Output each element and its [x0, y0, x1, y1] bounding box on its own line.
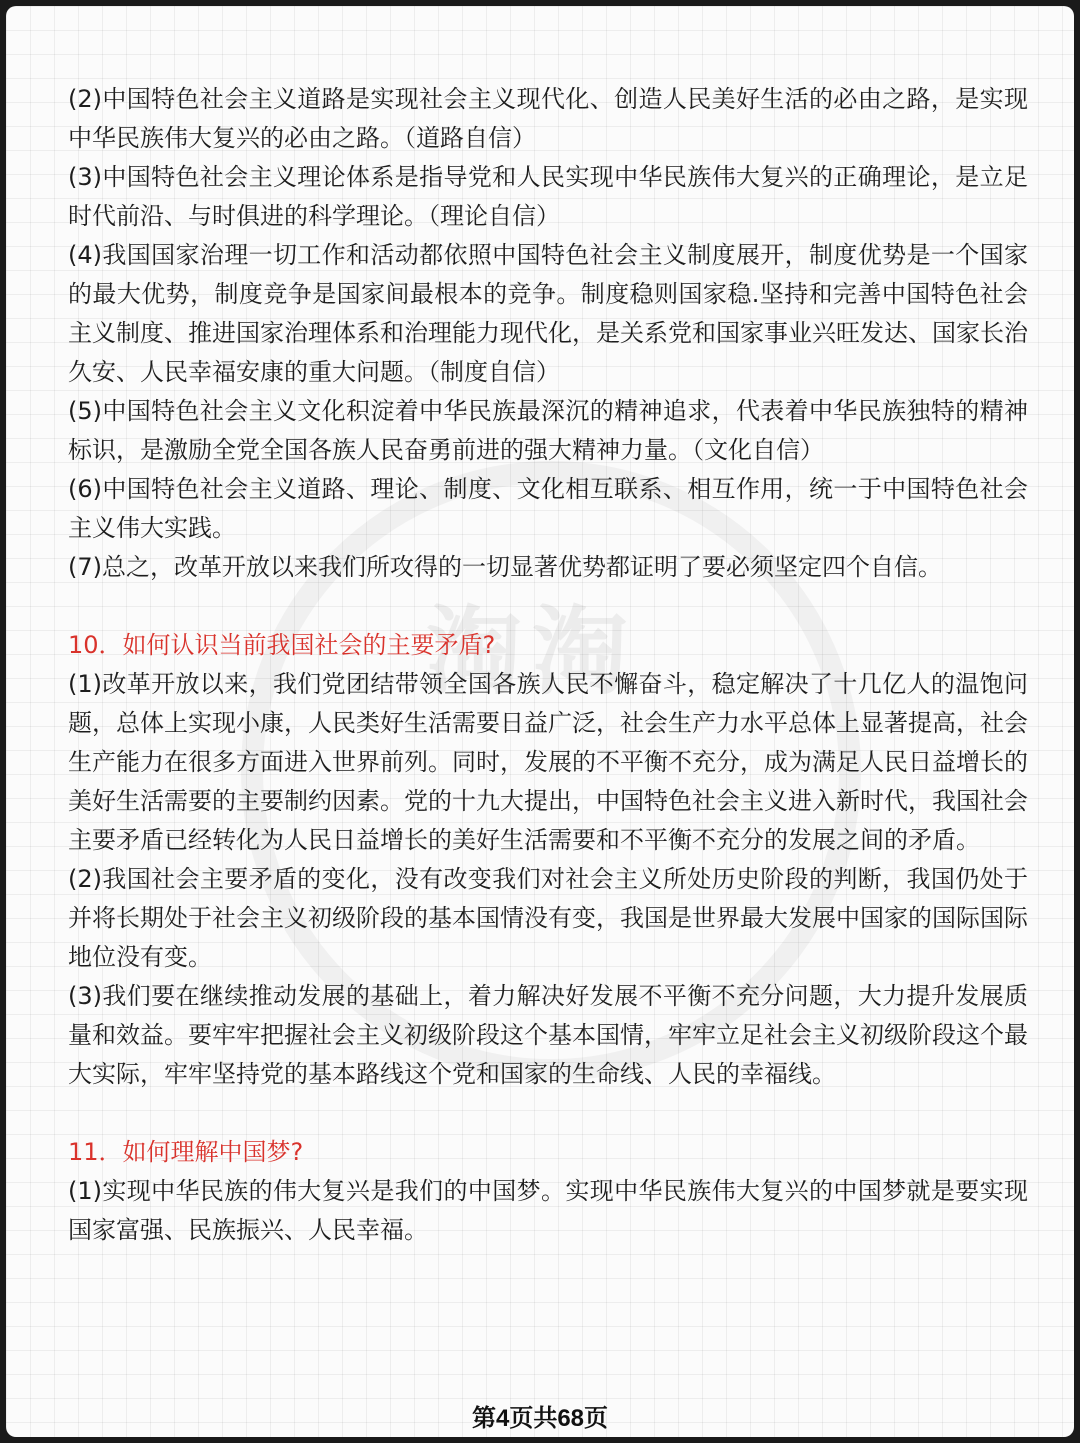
paragraph-conclusion: (7)总之，改革开放以来我们所攻得的一切显著优势都证明了要必须坚定四个自信。	[68, 553, 942, 581]
question-11-heading: 11．如何理解中国梦?	[68, 1138, 304, 1166]
q11-paragraph-1: (1)实现中华民族的伟大复兴是我们的中国梦。实现中华民族伟大复兴的中国梦就是要实现国家富强、民族振兴、人民幸福。	[68, 1177, 1028, 1244]
page-number: 第4页共68页	[471, 1405, 609, 1432]
paragraph-road-confidence: (2)中国特色社会主义道路是实现社会主义现代化、创造人民美好生活的必由之路，是实现中华民族伟大复兴的必由之路。（道路自信）	[68, 85, 1028, 152]
paragraph-system-confidence: (4)我国国家治理一切工作和活动都依照中国特色社会主义制度展开，制度优势是一个国家的最大优势，制度竞争是国家间最根本的竞争。制度稳则国家稳.坚持和完善中国特色社会主义制度、推进国家治理体系和治理能力现代化，是关系党和国家事业兴旺发达、国家长治久安、人民幸福安康的重大问题。（制度自信）	[68, 241, 1028, 386]
watermark-text: 淘淘	[426, 596, 638, 708]
document-page	[6, 6, 1074, 1437]
paragraph-unity: (6)中国特色社会主义道路、理论、制度、文化相互联系、相互作用，统一于中国特色社会主义伟大实践。	[68, 475, 1028, 542]
q10-paragraph-3: (3)我们要在继续推动发展的基础上，着力解决好发展不平衡不充分问题，大力提升发展质量和效益。要牢牢把握社会主义初级阶段这个基本国情，牢牢立足社会主义初级阶段这个最大实际，牢牢坚持党的基本路线这个党和国家的生命线、人民的幸福线。	[68, 982, 1028, 1088]
question-10-heading: 10．如何认识当前我国社会的主要矛盾?	[68, 631, 496, 659]
paragraph-theory-confidence: (3)中国特色社会主义理论体系是指导党和人民实现中华民族伟大复兴的正确理论，是立足时代前沿、与时俱进的科学理论。（理论自信）	[68, 163, 1028, 230]
q10-paragraph-2: (2)我国社会主要矛盾的变化，没有改变我们对社会主义所处历史阶段的判断，我国仍处于并将长期处于社会主义初级阶段的基本国情没有变，我国是世界最大发展中国家的国际国际地位没有变。	[68, 865, 1028, 971]
document-body	[68, 80, 1028, 1250]
q10-paragraph-1: (1)改革开放以来，我们党团结带领全国各族人民不懈奋斗，稳定解决了十几亿人的温饱问题，总体上实现小康，人民类好生活需要日益广泛，社会生产力水平总体上显著提高，社会生产能力在很多方面进入世界前列。同时，发展的不平衡不充分，成为满足人民日益增长的美好生活需要的主要制约因素。党的十九大提出，中国特色社会主义进入新时代，我国社会主要矛盾已经转化为人民日益增长的美好生活需要和不平衡不充分的发展之间的矛盾。	[68, 670, 1028, 854]
paragraph-culture-confidence: (5)中国特色社会主义文化积淀着中华民族最深沉的精神追求，代表着中华民族独特的精神标识，是激励全党全国各族人民奋勇前进的强大精神力量。（文化自信）	[68, 397, 1028, 464]
